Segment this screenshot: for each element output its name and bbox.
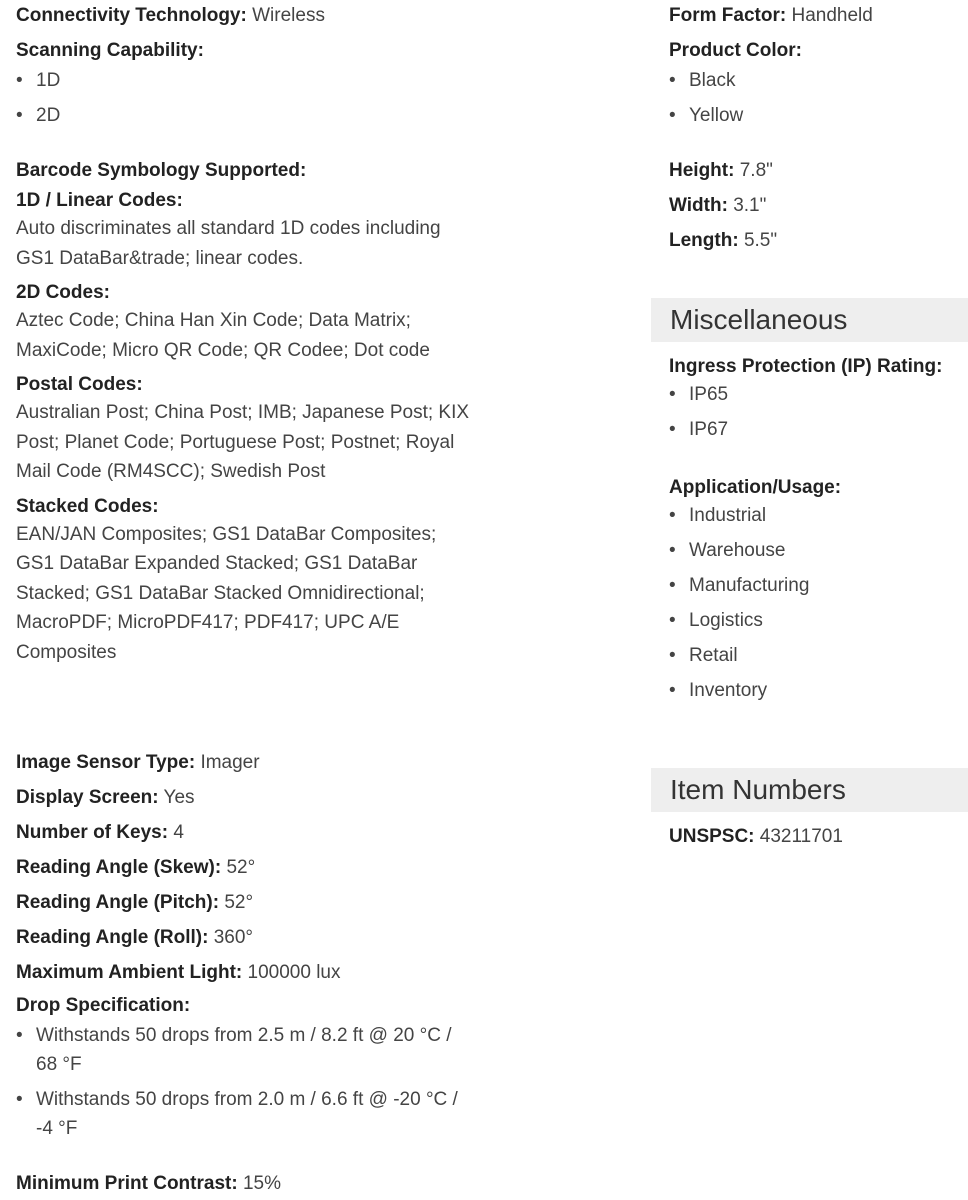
- spec-label: Connectivity Technology:: [16, 5, 247, 26]
- spec-number-of-keys: [16, 822, 486, 844]
- spec-value: 4: [173, 822, 184, 843]
- spec-label: Minimum Print Contrast:: [16, 1173, 238, 1194]
- spec-block-item-numbers: [651, 826, 968, 861]
- spec-block-optics: [16, 752, 486, 997]
- spec-label: Reading Angle (Roll):: [16, 927, 209, 948]
- list-item: • Manufacturing: [669, 575, 968, 597]
- list-item: • Withstands 50 drops from 2.0 m / 6.6 ft @ -20 °C / -4 °F: [16, 1085, 476, 1143]
- spec-value: 43211701: [759, 826, 843, 847]
- drop-list: [16, 1021, 476, 1143]
- list-item: • Logistics: [669, 610, 968, 632]
- spec-label: Form Factor:: [669, 5, 787, 26]
- list-item: • Black: [669, 70, 968, 92]
- spec-label: Postal Codes:: [16, 374, 143, 395]
- list-item: • 1D: [16, 70, 486, 92]
- list-item: • Retail: [669, 645, 968, 667]
- 2d-codes-text: Aztec Code; China Han Xin Code; Data Matrix; MaxiCode; Micro QR Code; QR Codee; Dot code: [16, 310, 430, 361]
- spec-reading-angle-pitch: [16, 892, 486, 914]
- spec-value: 360°: [213, 927, 254, 948]
- list-item: • Industrial: [669, 505, 968, 527]
- spec-unspsc: [669, 826, 968, 848]
- spec-form-factor: [669, 5, 968, 27]
- section-header-miscellaneous: Miscellaneous: [651, 298, 968, 342]
- list-item: • Yellow: [669, 105, 968, 127]
- spec-width: [669, 195, 968, 217]
- spec-block-dimensions: [651, 160, 968, 265]
- scanning-list: [16, 70, 486, 127]
- spec-barcode-symbology: [16, 160, 471, 675]
- linear-codes-text: Auto discriminates all standard 1D codes including GS1 DataBar&trade; linear codes.: [16, 218, 441, 269]
- spec-block-physical: [651, 5, 968, 140]
- section-header-item-numbers: Item Numbers: [651, 768, 968, 812]
- spec-value: 100000 lux: [247, 962, 341, 983]
- postal-codes-text: Australian Post; China Post; IMB; Japanese Post; KIX Post; Planet Code; Portuguese Post; Postnet; Royal Mail Code (RM4SCC); Swedish Post: [16, 402, 470, 482]
- spec-label: Product Color:: [669, 40, 802, 61]
- stacked-codes-text: EAN/JAN Composites; GS1 DataBar Composites; GS1 DataBar Expanded Stacked; GS1 DataBar Stacked; GS1 DataBar Stacked Omnidirectional; MacroPDF; MicroPDF417; PDF417; UPC A/E Composites: [16, 523, 437, 663]
- spec-height: [669, 160, 968, 182]
- spec-value: 3.1": [733, 195, 767, 216]
- section-label: Barcode Symbology Supported:: [16, 160, 307, 181]
- list-item: • IP67: [669, 419, 968, 441]
- spec-connectivity: [16, 5, 325, 27]
- spec-value: Yes: [163, 787, 195, 808]
- spec-label: Application/Usage:: [669, 477, 842, 498]
- spec-value: Imager: [200, 752, 260, 773]
- spec-print-contrast: [16, 1173, 281, 1195]
- spec-value: 5.5": [743, 230, 778, 251]
- list-item: • IP65: [669, 384, 968, 406]
- spec-value: Handheld: [791, 5, 873, 26]
- spec-value: Wireless: [252, 5, 325, 26]
- spec-reading-angle-skew: [16, 857, 486, 879]
- spec-drop: [16, 995, 476, 1149]
- spec-label: Ingress Protection (IP) Rating:: [669, 356, 943, 377]
- spec-label: Number of Keys:: [16, 822, 169, 843]
- list-item: • 2D: [16, 105, 486, 127]
- spec-label: Scanning Capability:: [16, 40, 204, 61]
- spec-value: 52°: [224, 892, 254, 913]
- spec-label: Reading Angle (Skew):: [16, 857, 222, 878]
- spec-label: 2D Codes:: [16, 282, 110, 303]
- spec-display-screen: [16, 787, 486, 809]
- ip-list: [669, 384, 968, 441]
- list-item: • Warehouse: [669, 540, 968, 562]
- spec-label: Height:: [669, 160, 735, 181]
- spec-label: Length:: [669, 230, 739, 251]
- usage-list: [669, 505, 968, 702]
- spec-label: Reading Angle (Pitch):: [16, 892, 220, 913]
- color-list: [669, 70, 968, 127]
- spec-block-miscellaneous: [651, 356, 968, 454]
- spec-label: Drop Specification:: [16, 995, 191, 1016]
- spec-value: 52°: [226, 857, 256, 878]
- spec-label: Width:: [669, 195, 728, 216]
- spec-block-usage: [651, 477, 968, 715]
- spec-image-sensor: [16, 752, 486, 774]
- list-item: • Withstands 50 drops from 2.5 m / 8.2 ft @ 20 °C / 68 °F: [16, 1021, 476, 1079]
- spec-label: UNSPSC:: [669, 826, 755, 847]
- spec-value: 15%: [242, 1173, 281, 1194]
- spec-label: 1D / Linear Codes:: [16, 190, 183, 211]
- list-item: • Inventory: [669, 680, 968, 702]
- spec-value: 7.8": [739, 160, 773, 181]
- spec-ambient-light: [16, 962, 486, 984]
- spec-reading-angle-roll: [16, 927, 486, 949]
- spec-label: Image Sensor Type:: [16, 752, 196, 773]
- spec-label: Maximum Ambient Light:: [16, 962, 243, 983]
- spec-scanning: [16, 40, 486, 140]
- spec-length: [669, 230, 968, 252]
- spec-label: Display Screen:: [16, 787, 159, 808]
- spec-label: Stacked Codes:: [16, 495, 159, 517]
